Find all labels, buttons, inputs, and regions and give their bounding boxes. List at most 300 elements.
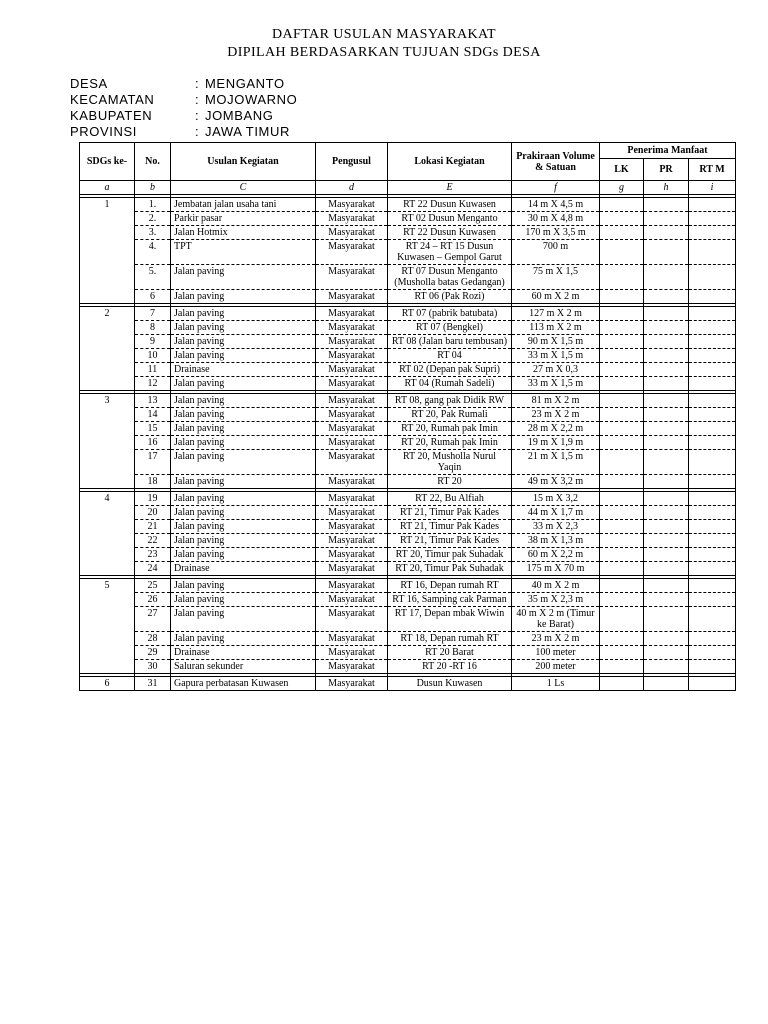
row-volume: 28 m X 2,2 m <box>512 422 600 436</box>
row-pengusul: Masyarakat <box>316 422 388 436</box>
row-lokasi: RT 08, gang pak Didik RW <box>388 394 512 408</box>
row-number: 14 <box>135 408 171 422</box>
table-row <box>80 321 736 335</box>
row-pengusul: Masyarakat <box>316 240 388 265</box>
row-volume: 49 m X 3,2 m <box>512 475 600 489</box>
row-pengusul: Masyarakat <box>316 377 388 391</box>
table-row <box>80 520 736 534</box>
row-lokasi: RT 17, Depan mbak Wiwin <box>388 607 512 632</box>
row-number: 6 <box>135 290 171 304</box>
row-rtm <box>689 198 736 212</box>
row-lk <box>600 394 644 408</box>
header-no: No. <box>135 143 171 181</box>
row-pengusul: Masyarakat <box>316 579 388 593</box>
row-volume: 33 m X 1,5 m <box>512 377 600 391</box>
row-pengusul: Masyarakat <box>316 506 388 520</box>
table-row <box>80 265 736 290</box>
table-row <box>80 394 736 408</box>
row-rtm <box>689 579 736 593</box>
table-row <box>80 562 736 576</box>
row-usulan: Jalan paving <box>171 475 316 489</box>
table-row <box>80 632 736 646</box>
row-pr <box>644 548 689 562</box>
row-pengusul: Masyarakat <box>316 436 388 450</box>
row-number: 21 <box>135 520 171 534</box>
row-lokasi: RT 04 (Rumah Sadeli) <box>388 377 512 391</box>
row-volume: 60 m X 2,2 m <box>512 548 600 562</box>
row-rtm <box>689 290 736 304</box>
row-usulan: Jalan paving <box>171 394 316 408</box>
row-lk <box>600 321 644 335</box>
row-pr <box>644 660 689 674</box>
info-colon: : <box>195 124 200 139</box>
row-sdg <box>80 290 135 304</box>
row-pr <box>644 321 689 335</box>
header-sdgs: SDGs ke- <box>80 143 135 181</box>
row-pr <box>644 240 689 265</box>
info-value: JOMBANG <box>205 108 274 123</box>
row-rtm <box>689 660 736 674</box>
row-lk <box>600 677 644 691</box>
row-lk <box>600 290 644 304</box>
row-number: 20 <box>135 506 171 520</box>
header-lokasi: Lokasi Kegiatan <box>388 143 512 181</box>
table-row <box>80 607 736 632</box>
row-lokasi: Dusun Kuwasen <box>388 677 512 691</box>
info-label: KABUPATEN <box>70 108 153 123</box>
proposal-table <box>79 142 736 691</box>
row-number: 3. <box>135 226 171 240</box>
row-pr <box>644 450 689 475</box>
column-letter: d <box>316 181 388 195</box>
row-volume: 19 m X 1,9 m <box>512 436 600 450</box>
row-rtm <box>689 212 736 226</box>
row-sdg: 1 <box>80 198 135 212</box>
row-lokasi: RT 16, Samping cak Parman <box>388 593 512 607</box>
row-usulan: Jalan paving <box>171 520 316 534</box>
row-rtm <box>689 534 736 548</box>
row-pengusul: Masyarakat <box>316 408 388 422</box>
row-lk <box>600 506 644 520</box>
info-label: DESA <box>70 76 108 91</box>
row-rtm <box>689 307 736 321</box>
row-pr <box>644 562 689 576</box>
row-pr <box>644 579 689 593</box>
info-label: PROVINSI <box>70 124 137 139</box>
header-volume: Prakiraan Volume & Satuan <box>512 143 600 181</box>
row-volume: 21 m X 1,5 m <box>512 450 600 475</box>
row-pr <box>644 377 689 391</box>
row-number: 11 <box>135 363 171 377</box>
row-sdg <box>80 408 135 422</box>
row-sdg <box>80 646 135 660</box>
info-row <box>70 92 297 108</box>
row-usulan: Jembatan jalan usaha tani <box>171 198 316 212</box>
row-pr <box>644 506 689 520</box>
row-sdg: 6 <box>80 677 135 691</box>
table-row <box>80 534 736 548</box>
row-rtm <box>689 632 736 646</box>
row-lk <box>600 226 644 240</box>
row-pengusul: Masyarakat <box>316 632 388 646</box>
row-rtm <box>689 646 736 660</box>
row-number: 5. <box>135 265 171 290</box>
row-volume: 35 m X 2,3 m <box>512 593 600 607</box>
row-lokasi: RT 16, Depan rumah RT <box>388 579 512 593</box>
row-volume: 40 m X 2 m <box>512 579 600 593</box>
row-usulan: Jalan paving <box>171 548 316 562</box>
row-pengusul: Masyarakat <box>316 363 388 377</box>
row-rtm <box>689 226 736 240</box>
row-volume: 100 meter <box>512 646 600 660</box>
table-row <box>80 450 736 475</box>
row-pengusul: Masyarakat <box>316 394 388 408</box>
table-row <box>80 363 736 377</box>
info-row <box>70 76 297 92</box>
row-pengusul: Masyarakat <box>316 548 388 562</box>
row-usulan: Drainase <box>171 646 316 660</box>
row-rtm <box>689 408 736 422</box>
row-number: 29 <box>135 646 171 660</box>
row-pr <box>644 475 689 489</box>
row-volume: 90 m X 1,5 m <box>512 335 600 349</box>
row-rtm <box>689 520 736 534</box>
row-lk <box>600 363 644 377</box>
table-row <box>80 335 736 349</box>
row-lk <box>600 307 644 321</box>
row-lokasi: RT 07 (Bengkel) <box>388 321 512 335</box>
row-number: 23 <box>135 548 171 562</box>
row-pr <box>644 212 689 226</box>
header-penerima: Penerima Manfaat <box>600 143 736 159</box>
row-usulan: Jalan paving <box>171 408 316 422</box>
column-letter: C <box>171 181 316 195</box>
info-colon: : <box>195 108 200 123</box>
table-row <box>80 593 736 607</box>
header-pr: PR <box>644 159 689 181</box>
row-pr <box>644 492 689 506</box>
row-rtm <box>689 548 736 562</box>
row-volume: 14 m X 4,5 m <box>512 198 600 212</box>
column-letter: E <box>388 181 512 195</box>
row-lokasi: RT 20, Musholla Nurul Yaqin <box>388 450 512 475</box>
table-row <box>80 226 736 240</box>
row-rtm <box>689 492 736 506</box>
row-pr <box>644 394 689 408</box>
table-row <box>80 660 736 674</box>
table-row <box>80 377 736 391</box>
row-lokasi: RT 02 (Depan pak Supri) <box>388 363 512 377</box>
row-lk <box>600 349 644 363</box>
row-lokasi: RT 22, Bu Alfiah <box>388 492 512 506</box>
row-lokasi: RT 02 Dusun Menganto <box>388 212 512 226</box>
row-pengusul: Masyarakat <box>316 607 388 632</box>
row-volume: 81 m X 2 m <box>512 394 600 408</box>
row-sdg <box>80 632 135 646</box>
row-sdg <box>80 436 135 450</box>
row-usulan: Gapura perbatasan Kuwasen <box>171 677 316 691</box>
row-number: 4. <box>135 240 171 265</box>
row-number: 28 <box>135 632 171 646</box>
row-lk <box>600 562 644 576</box>
row-pengusul: Masyarakat <box>316 660 388 674</box>
row-number: 22 <box>135 534 171 548</box>
row-volume: 40 m X 2 m (Timur ke Barat) <box>512 607 600 632</box>
row-lk <box>600 520 644 534</box>
row-lk <box>600 534 644 548</box>
row-lk <box>600 492 644 506</box>
row-number: 9 <box>135 335 171 349</box>
row-usulan: Jalan paving <box>171 436 316 450</box>
row-pengusul: Masyarakat <box>316 492 388 506</box>
row-number: 13 <box>135 394 171 408</box>
row-number: 17 <box>135 450 171 475</box>
row-pengusul: Masyarakat <box>316 475 388 489</box>
row-number: 31 <box>135 677 171 691</box>
header-pengusul: Pengusul <box>316 143 388 181</box>
row-pengusul: Masyarakat <box>316 198 388 212</box>
row-pengusul: Masyarakat <box>316 290 388 304</box>
row-lokasi: RT 22 Dusun Kuwasen <box>388 198 512 212</box>
row-number: 26 <box>135 593 171 607</box>
row-lk <box>600 377 644 391</box>
row-lokasi: RT 20 -RT 16 <box>388 660 512 674</box>
row-pengusul: Masyarakat <box>316 520 388 534</box>
row-usulan: Jalan paving <box>171 377 316 391</box>
row-pr <box>644 593 689 607</box>
row-number: 8 <box>135 321 171 335</box>
row-rtm <box>689 450 736 475</box>
table-row <box>80 198 736 212</box>
row-volume: 200 meter <box>512 660 600 674</box>
row-pr <box>644 290 689 304</box>
row-sdg <box>80 377 135 391</box>
row-lokasi: RT 21, Timur Pak Kades <box>388 506 512 520</box>
row-sdg <box>80 240 135 265</box>
row-volume: 1 Ls <box>512 677 600 691</box>
row-lk <box>600 436 644 450</box>
column-letter: a <box>80 181 135 195</box>
row-sdg <box>80 562 135 576</box>
row-usulan: Jalan paving <box>171 321 316 335</box>
row-lokasi: RT 04 <box>388 349 512 363</box>
row-usulan: Jalan paving <box>171 607 316 632</box>
row-pr <box>644 363 689 377</box>
row-pengusul: Masyarakat <box>316 335 388 349</box>
info-colon: : <box>195 76 200 91</box>
row-lokasi: RT 06 (Pak Rozi) <box>388 290 512 304</box>
row-lokasi: RT 07 Dusun Menganto (Musholla batas Gedangan) <box>388 265 512 290</box>
table-row <box>80 436 736 450</box>
table-row <box>80 212 736 226</box>
row-number: 27 <box>135 607 171 632</box>
row-rtm <box>689 593 736 607</box>
row-lk <box>600 475 644 489</box>
row-sdg <box>80 212 135 226</box>
row-sdg <box>80 363 135 377</box>
row-pr <box>644 422 689 436</box>
row-pengusul: Masyarakat <box>316 677 388 691</box>
table-row <box>80 506 736 520</box>
row-pr <box>644 534 689 548</box>
row-usulan: TPT <box>171 240 316 265</box>
row-usulan: Saluran sekunder <box>171 660 316 674</box>
row-sdg <box>80 506 135 520</box>
row-volume: 27 m X 0,3 <box>512 363 600 377</box>
row-pr <box>644 349 689 363</box>
row-volume: 38 m X 1,3 m <box>512 534 600 548</box>
row-volume: 44 m X 1,7 m <box>512 506 600 520</box>
row-rtm <box>689 377 736 391</box>
row-usulan: Jalan paving <box>171 307 316 321</box>
row-rtm <box>689 349 736 363</box>
row-sdg <box>80 607 135 632</box>
row-usulan: Drainase <box>171 363 316 377</box>
row-lokasi: RT 20, Pak Rumali <box>388 408 512 422</box>
row-lk <box>600 607 644 632</box>
row-pr <box>644 307 689 321</box>
row-usulan: Drainase <box>171 562 316 576</box>
row-lokasi: RT 24 – RT 15 Dusun Kuwasen – Gempol Garut <box>388 240 512 265</box>
row-lokasi: RT 20 <box>388 475 512 489</box>
row-usulan: Jalan paving <box>171 335 316 349</box>
row-lk <box>600 212 644 226</box>
row-rtm <box>689 506 736 520</box>
info-value: MENGANTO <box>205 76 285 91</box>
row-lokasi: RT 21, Timur Pak Kades <box>388 534 512 548</box>
row-number: 16 <box>135 436 171 450</box>
row-number: 1. <box>135 198 171 212</box>
row-number: 30 <box>135 660 171 674</box>
row-lokasi: RT 20, Rumah pak Imin <box>388 436 512 450</box>
header-lk: LK <box>600 159 644 181</box>
row-sdg <box>80 335 135 349</box>
info-colon: : <box>195 92 200 107</box>
row-pengusul: Masyarakat <box>316 349 388 363</box>
row-pengusul: Masyarakat <box>316 593 388 607</box>
row-rtm <box>689 394 736 408</box>
table-row <box>80 408 736 422</box>
row-pr <box>644 677 689 691</box>
table-row <box>80 240 736 265</box>
row-volume: 113 m X 2 m <box>512 321 600 335</box>
header-usulan: Usulan Kegiatan <box>171 143 316 181</box>
row-pr <box>644 198 689 212</box>
row-sdg <box>80 265 135 290</box>
row-sdg <box>80 226 135 240</box>
row-lk <box>600 579 644 593</box>
row-rtm <box>689 677 736 691</box>
table-row <box>80 492 736 506</box>
row-volume: 127 m X 2 m <box>512 307 600 321</box>
row-volume: 170 m X 3,5 m <box>512 226 600 240</box>
table-row <box>80 290 736 304</box>
row-rtm <box>689 335 736 349</box>
row-pr <box>644 226 689 240</box>
row-sdg <box>80 422 135 436</box>
row-pengusul: Masyarakat <box>316 321 388 335</box>
row-lk <box>600 632 644 646</box>
row-lokasi: RT 22 Dusun Kuwasen <box>388 226 512 240</box>
row-volume: 700 m <box>512 240 600 265</box>
row-lokasi: RT 07 (pabrik batubata) <box>388 307 512 321</box>
row-pr <box>644 520 689 534</box>
document-title: DAFTAR USULAN MASYARAKAT <box>272 27 496 42</box>
location-info <box>70 76 297 140</box>
row-pengusul: Masyarakat <box>316 307 388 321</box>
row-lokasi: RT 20, Timur Pak Suhadak <box>388 562 512 576</box>
row-volume: 23 m X 2 m <box>512 408 600 422</box>
row-pengusul: Masyarakat <box>316 212 388 226</box>
row-pengusul: Masyarakat <box>316 646 388 660</box>
row-sdg <box>80 520 135 534</box>
info-row <box>70 108 297 124</box>
row-number: 24 <box>135 562 171 576</box>
row-volume: 60 m X 2 m <box>512 290 600 304</box>
row-number: 12 <box>135 377 171 391</box>
row-pengusul: Masyarakat <box>316 226 388 240</box>
info-value: JAWA TIMUR <box>205 124 290 139</box>
row-volume: 75 m X 1,5 <box>512 265 600 290</box>
row-sdg <box>80 475 135 489</box>
row-pr <box>644 335 689 349</box>
table-row <box>80 646 736 660</box>
row-rtm <box>689 607 736 632</box>
row-lk <box>600 593 644 607</box>
row-sdg <box>80 450 135 475</box>
row-usulan: Jalan Hotmix <box>171 226 316 240</box>
row-usulan: Jalan paving <box>171 290 316 304</box>
table-row <box>80 475 736 489</box>
row-number: 10 <box>135 349 171 363</box>
table-row <box>80 307 736 321</box>
table-row <box>80 579 736 593</box>
row-number: 25 <box>135 579 171 593</box>
row-rtm <box>689 321 736 335</box>
row-number: 19 <box>135 492 171 506</box>
column-letter: i <box>689 181 736 195</box>
row-lk <box>600 422 644 436</box>
row-lk <box>600 240 644 265</box>
table-row <box>80 349 736 363</box>
row-sdg: 4 <box>80 492 135 506</box>
row-lokasi: RT 18, Depan rumah RT <box>388 632 512 646</box>
row-usulan: Jalan paving <box>171 632 316 646</box>
row-usulan: Jalan paving <box>171 593 316 607</box>
row-rtm <box>689 436 736 450</box>
row-lk <box>600 450 644 475</box>
row-lokasi: RT 20 Barat <box>388 646 512 660</box>
row-usulan: Jalan paving <box>171 506 316 520</box>
row-pengusul: Masyarakat <box>316 265 388 290</box>
row-volume: 23 m X 2 m <box>512 632 600 646</box>
table-row <box>80 548 736 562</box>
row-rtm <box>689 475 736 489</box>
row-sdg <box>80 593 135 607</box>
column-letter: g <box>600 181 644 195</box>
row-usulan: Parkir pasar <box>171 212 316 226</box>
row-volume: 175 m X 70 m <box>512 562 600 576</box>
row-lokasi: RT 20, Timur pak Suhadak <box>388 548 512 562</box>
info-label: KECAMATAN <box>70 92 155 107</box>
row-usulan: Jalan paving <box>171 422 316 436</box>
row-lokasi: RT 08 (Jalan baru tembusan) <box>388 335 512 349</box>
row-usulan: Jalan paving <box>171 349 316 363</box>
row-rtm <box>689 422 736 436</box>
row-sdg <box>80 660 135 674</box>
row-rtm <box>689 240 736 265</box>
row-pr <box>644 646 689 660</box>
